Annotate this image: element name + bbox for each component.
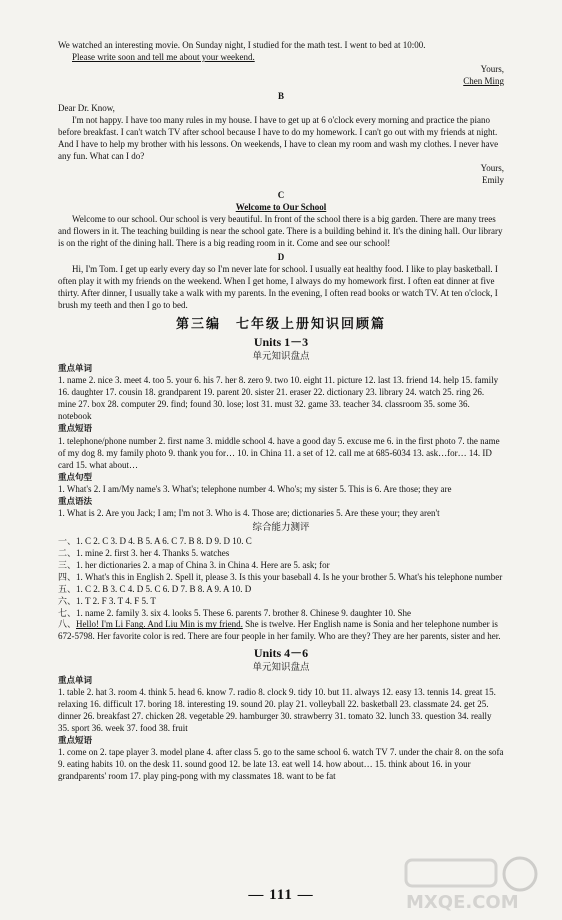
letter-b-greeting: Dear Dr. Know, [58,102,115,113]
essay-rest: She is twelve. Her English name is Sonia and her telephone number is 672-5798. Her favorite color is red. There are four people in her family. Who are they? They are her parents, sister and her. [58,619,501,642]
letter-d-label: D [277,252,285,263]
units-1-3-words-label: 重点单词 [58,364,93,375]
test-line: 三、1. her dictionaries 2. a map of China 3. in China 4. Here are 5. ask; for [58,559,330,570]
letter-b-signer: Emily [482,174,504,185]
letter-a-closing: Please write soon and tell me about your weekend. [72,51,255,62]
units-1-3-grammar: 1. What is 2. Are you Jack; I am; I'm not 3. Who is 4. Those are; dictionaries 5. Are these your; they aren't [58,508,440,519]
letter-b-body: I'm not happy. I have too many rules in my house. I have to get up at 6 o'clock every morning and practice the piano before breakfast. I can't watch TV after school because I have to do my homework. I can't go out with my friends at night. And I have to help my brother with his lessons. On weekends, I have to clean my room and wash my clothes. I never have any fun. What can I do? [58,114,499,161]
watermark-logo [400,854,550,914]
units-4-6-words-label: 重点单词 [58,676,93,686]
units-1-3-subhead: 单元知识盘点 [252,350,310,362]
letter-c-body: Welcome to our school. Our school is very beautiful. In front of the school there is a big garden. There are many trees and flowers in it. The teaching building is near the school gate. There is a building behind it. It's the dining hall. Our library is on the right of the dining hall. There is a big reading room in it. Come and see our school! [58,213,503,248]
essay-answer [58,619,504,643]
test-line: 六、1. T 2. F 3. T 4. F 5. T [58,595,156,606]
test-line: 一、1. C 2. C 3. D 4. B 5. A 6. C 7. B 8. D 9. D 10. C [58,535,252,546]
svg-text:MXQE.COM: MXQE.COM [406,892,519,913]
section-title: 第三编 七年级上册知识回顾篇 [175,317,386,333]
units-4-6-title: Units 4－6 [253,646,309,661]
test-line: 二、1. mine 2. first 3. her 4. Thanks 5. watches [58,547,230,558]
units-1-3-grammar-label: 重点语法 [58,496,93,507]
letter-a-end: We watched an interesting movie. On Sunday night, I studied for the math test. I went to bed at 10:00. [58,40,426,50]
page-number: — 111 — [248,887,314,903]
test-line: 七、1. name 2. family 3. six 4. looks 5. These 6. parents 7. brother 8. Chinese 9. daughter 10. She [58,607,412,618]
units-1-3-words: 1. name 2. nice 3. meet 4. too 5. your 6. his 7. her 8. zero 9. two 10. eight 11. picture 12. last 13. friend 14. help 15. family 16. daughter 17. cousin 18. grandparent 19. parent 20. sister 21. eraser 22. dictionary 23. library 24. watch 25. ring 26. mine 27. box 28. computer 29. find; found 30. lose; lost 31. must 32. game 33. teacher 34. classroom 35. some 36. notebook [58,375,499,422]
units-1-3-phrases: 1. telephone/phone number 2. first name 3. middle school 4. have a good day 5. excuse me 6. in the first photo 7. the name of my dog 8. my family photo 9. thank you for… 10. in China 11. a set of 12. call me at 685-6034 13. ask…for… 14. ID card 15. what about… [58,435,500,470]
test-line: 五、1. C 2. B 3. C 4. D 5. C 6. D 7. B 8. A 9. A 10. D [58,583,252,594]
test-heading: 综合能力测评 [252,522,310,534]
units-1-3-sentences-label: 重点句型 [58,472,93,483]
units-1-3-phrases-label: 重点短语 [58,424,93,435]
letter-d-body: Hi, I'm Tom. I get up early every day so I'm never late for school. I usually eat healthy food. I like to play basketball. I often play it with my friends on the weekend. When I get home, I always do my homework first. I often eat dinner at five thirty. After dinner, I usually take a walk with my parents. In the evening, I often read books or watch TV. At ten o'clock, I brush my teeth and then I go to bed. [58,264,498,311]
units-4-6-words: 1. table 2. hat 3. room 4. think 5. head 6. know 7. radio 8. clock 9. tidy 10. but 11. always 12. easy 13. tennis 14. great 15. relaxing 16. difficult 17. boring 18. interesting 19. sound 20. play 21. volleyball 22. basketball 23. classmate 24. get 25. dinner 26. breakfast 27. chicken 28. vegetable 29. hamburger 30. strawberry 31. tomato 32. lunch 33. question 34. really 35. sport 36. week 37. food 38. fruit [58,687,496,734]
letter-c-label: C [277,189,285,200]
units-1-3-sentences: 1. What's 2. I am/My name's 3. What's; telephone number 4. Who's; my sister 5. This is 6. Are those; they are [58,483,452,494]
essay-underlined: Hello! I'm Li Fang. And Liu Min is my friend. [76,619,243,630]
units-1-3-title: Units 1－3 [253,334,309,349]
units-4-6-phrases-label: 重点短语 [58,736,93,747]
essay-prefix: 八、 [58,619,77,630]
letter-b-label: B [277,90,284,101]
test-line: 四、1. What's this in English 2. Spell it, please 3. Is this your baseball 4. Is he your brother 5. What's his telephone number [58,571,503,582]
letter-a-signer: Chen Ming [463,75,504,86]
letter-c-title: Welcome to Our School [235,201,327,212]
letter-a-yours: Yours, [480,63,504,74]
units-4-6-subhead: 单元知识盘点 [252,662,310,674]
letter-b-yours: Yours, [480,162,504,173]
units-4-6-phrases: 1. come on 2. tape player 3. model plane 4. after class 5. go to the same school 6. watch TV 7. under the chair 8. on the sofa 9. eating habits 10. on the desk 11. sound good 12. be late 13. eat well 14. how about… 15. think about 16. in your grandparents' room 17. play ping-pong with my classmates 18. want to be fat [58,747,504,782]
page-content [58,40,504,783]
